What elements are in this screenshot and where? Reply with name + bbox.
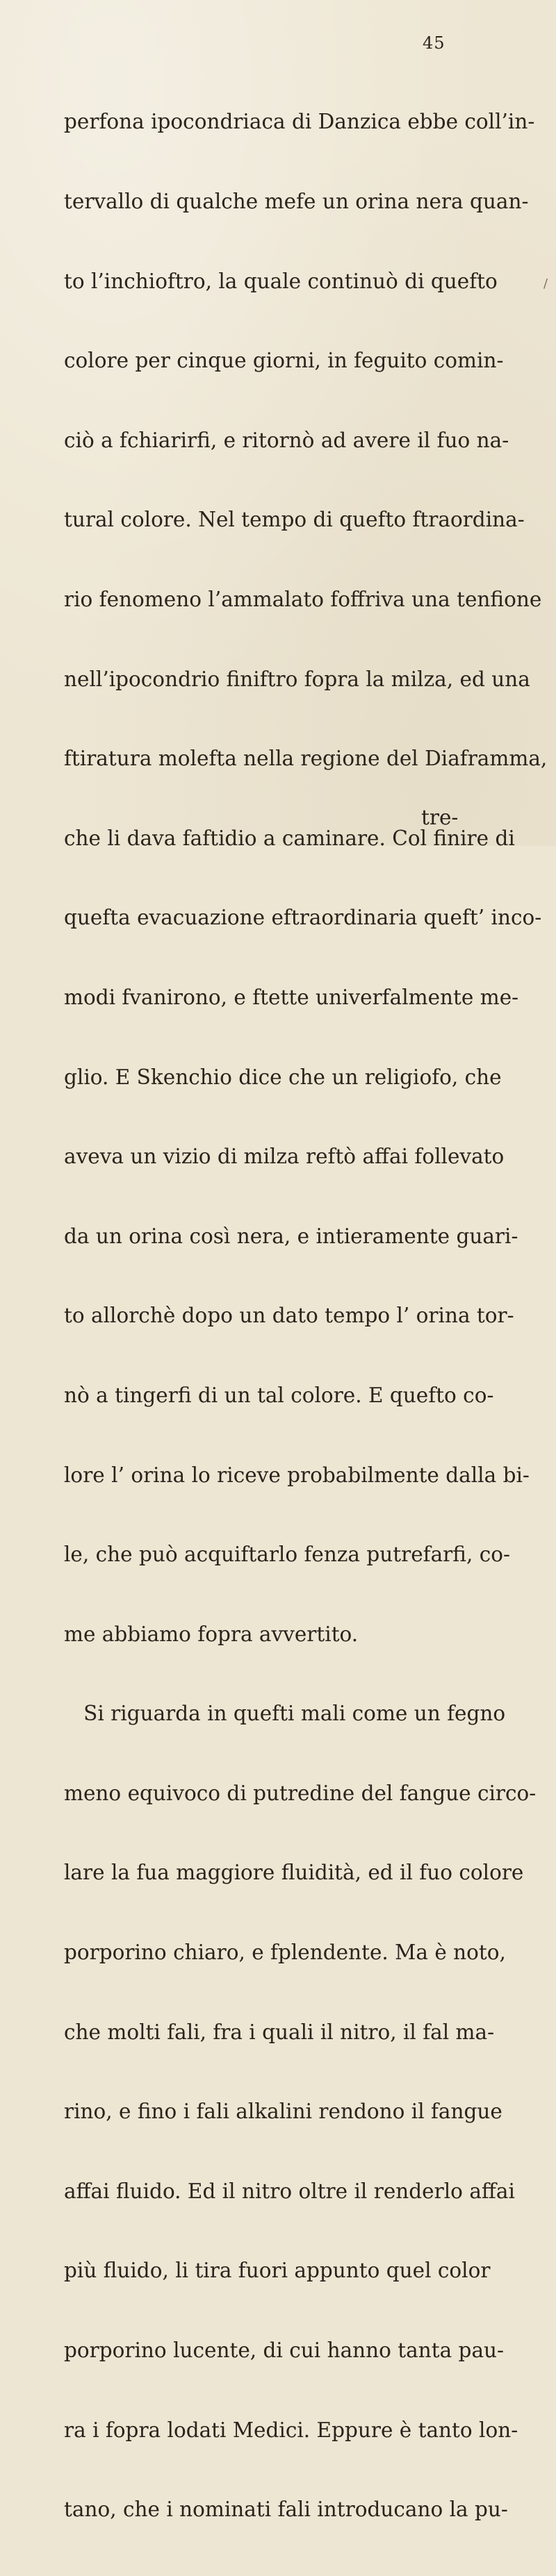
text-line: che li dava faftidio a caminare. Col finire di: [64, 826, 515, 850]
text-line: quefta evacuazione eftraordinaria queft’ inco-: [64, 906, 542, 930]
text-line: nò a tingerfi di un tal colore. E quefto co-: [64, 1383, 494, 1407]
text-line: le, che può acquiftarlo fenza putrefarfi, co-: [64, 1543, 510, 1567]
text-line: porporino chiaro, e fplendente. Ma è noto,: [64, 1941, 506, 1965]
text-line: ftiratura molefta nella regione del Diaframma,: [64, 747, 548, 771]
text-line: tervallo di qualche mefe un orina nera quan-: [64, 190, 529, 213]
margin-mark: /: [543, 276, 548, 291]
text-line: rino, e fino i fali alkalini rendono il fangue: [64, 2100, 502, 2124]
text-line: colore per cinque giorni, in feguito comin-: [64, 349, 504, 373]
text-line: più fluido, li tira fuori appunto quel color: [64, 2259, 491, 2283]
page-number: 45: [423, 33, 445, 53]
text-line: me abbiamo fopra avvertito.: [64, 1622, 359, 1646]
text-line: nell’ipocondrio finiftro fopra la milza, ed una: [64, 667, 530, 691]
catchword: tre-: [421, 806, 459, 829]
text-line: ra i fopra lodati Medici. Eppure è tanto lon-: [64, 2418, 518, 2442]
text-line: modi fvanirono, e ftette univerfalmente me-: [64, 985, 519, 1009]
text-line: da un orina così nera, e intieramente guari-: [64, 1224, 518, 1248]
text-line: glio. E Skenchio dice che un religiofo, che: [64, 1065, 502, 1089]
text-line: meno equivoco di putredine del fangue circo-: [64, 1781, 537, 1805]
text-line: che molti fali, fra i quali il nitro, il fal ma-: [64, 2020, 495, 2044]
text-line: Si riguarda in quefti mali come un fegno: [64, 1702, 506, 1726]
text-line: aveva un vizio di milza reftò affai follevato: [64, 1145, 505, 1169]
text-line: porporino lucente, di cui hanno tanta pau-: [64, 2338, 504, 2363]
text-line: lare la fua maggiore fluidità, ed il fuo colore: [64, 1861, 524, 1885]
text-line: ciò a fchiarirfi, e ritornò ad avere il fuo na-: [64, 428, 509, 452]
text-line: tano, che i nominati fali introducano la pu-: [64, 2498, 508, 2522]
text-line: to allorchè dopo un dato tempo l’ orina tor-: [64, 1304, 514, 1328]
text-line: rio fenomeno l’ammalato foffriva una tenfione: [64, 587, 542, 611]
body-text: [64, 56, 550, 2576]
text-line: to l’inchioftro, la quale continuò di quefto: [64, 269, 498, 293]
text-line: affai fluido. Ed il nitro oltre il renderlo affai: [64, 2179, 515, 2203]
text-line: perfona ipocondriaca di Danzica ebbe coll’in-: [64, 110, 535, 134]
text-line: tural colore. Nel tempo di quefto ftraordina-: [64, 508, 525, 532]
text-line: lore l’ orina lo riceve probabilmente dalla bi-: [64, 1463, 530, 1487]
